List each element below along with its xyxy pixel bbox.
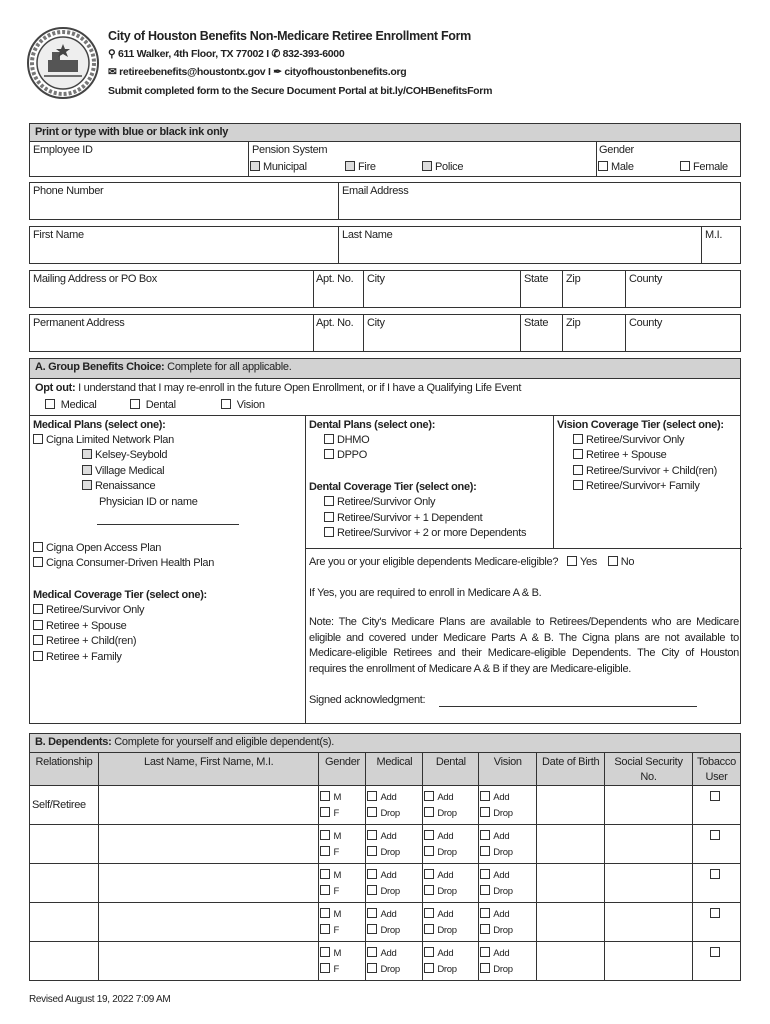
checkbox-label: Drop <box>380 925 400 936</box>
section-a-title: A. Group Benefits Choice: <box>35 361 165 373</box>
dependents-table <box>29 752 741 981</box>
medical-cell <box>366 825 423 864</box>
dental-a-checkbox[interactable] <box>424 829 478 845</box>
vision-cell <box>479 864 537 903</box>
checkbox-label: M <box>333 948 342 959</box>
dental-a-checkbox[interactable] <box>424 790 478 806</box>
checkbox-label: Add <box>380 792 397 803</box>
physician-id-label: Physician ID or name <box>99 496 198 508</box>
vision-cell <box>479 786 537 825</box>
medical-tier-heading: Medical Coverage Tier (select one): <box>33 589 207 601</box>
medical-b-checkbox[interactable] <box>367 845 422 861</box>
vision-tier-checkbox[interactable]: Retiree + Spouse <box>573 449 667 461</box>
checkbox-label: F <box>333 808 339 819</box>
vision-tier-checkbox[interactable]: Retiree/Survivor Only <box>573 434 684 446</box>
relationship-cell[interactable] <box>30 825 99 864</box>
phone-text: 832-393-6000 <box>282 48 345 60</box>
row-name <box>29 226 741 264</box>
checkbox-label: M <box>333 831 342 842</box>
section-a-header <box>29 358 741 379</box>
gender-cell <box>319 903 366 942</box>
tobacco-cell <box>692 864 740 903</box>
section-b-subtitle: Complete for yourself and eligible dependent(s). <box>114 736 335 748</box>
dental-cell <box>423 825 479 864</box>
column-header: Tobacco User <box>692 753 740 786</box>
vision-b-checkbox[interactable] <box>480 962 536 978</box>
dependent-row <box>30 864 741 903</box>
link-icon: ✒ <box>273 66 282 78</box>
medical-cell <box>366 864 423 903</box>
column-header: Last Name, First Name, M.I. <box>98 753 319 786</box>
vision-b-checkbox[interactable] <box>480 806 536 822</box>
medical-a-checkbox[interactable] <box>367 907 422 923</box>
tobacco-checkbox[interactable] <box>710 869 720 879</box>
vision-a-checkbox[interactable] <box>480 790 536 806</box>
mailing-state-field[interactable]: State <box>524 273 549 285</box>
tobacco-checkbox[interactable] <box>710 908 720 918</box>
dental-tier-checkbox[interactable]: Retiree/Survivor + 1 Dependent <box>324 512 482 524</box>
opt-out-row <box>29 378 741 416</box>
checkbox-label: Add <box>437 792 454 803</box>
medical-tier-checkbox[interactable]: Retiree + Spouse <box>33 620 127 632</box>
gender-a-checkbox[interactable] <box>320 829 365 845</box>
gender-b-checkbox[interactable] <box>320 962 365 978</box>
column-header: Social Security No. <box>605 753 693 786</box>
checkbox-label: Drop <box>380 964 400 975</box>
ssn-cell[interactable] <box>605 942 693 981</box>
gender-b-checkbox[interactable] <box>320 845 365 861</box>
gender-cell <box>319 825 366 864</box>
medical-cell <box>366 786 423 825</box>
checkbox-label: M <box>333 909 342 920</box>
medical-a-checkbox[interactable] <box>367 946 422 962</box>
gender-cell <box>319 942 366 981</box>
dental-b-checkbox[interactable] <box>424 923 478 939</box>
checkbox-label: F <box>333 886 339 897</box>
dental-b-checkbox[interactable] <box>424 845 478 861</box>
ssn-cell[interactable] <box>605 825 693 864</box>
medicare-note: Note: The City's Medicare Plans are available to Retirees/Dependents who are Medicare eligible and covered under Medicare Parts A & B. The Cigna plans are not available to Medicare-eligible Retirees and their Medicare-eligible Dependents. The City of Houston requires the enrollment of Medicare A & B if they are Medicare-eligible. <box>309 616 739 675</box>
dependent-row <box>30 942 741 981</box>
checkbox-label: Add <box>380 870 397 881</box>
revised-date: Revised August 19, 2022 7:09 AM <box>29 994 171 1005</box>
medical-tier-checkbox[interactable]: Retiree + Child(ren) <box>33 635 136 647</box>
email-address-field[interactable]: Email Address <box>342 185 409 197</box>
separator: I <box>267 66 271 78</box>
gender-b-checkbox[interactable] <box>320 923 365 939</box>
vision-cell <box>479 903 537 942</box>
dependent-row <box>30 825 741 864</box>
name-cell[interactable] <box>98 903 319 942</box>
last-name-field[interactable]: Last Name <box>342 229 393 241</box>
dental-a-checkbox[interactable] <box>424 868 478 884</box>
mailing-county-field[interactable]: County <box>629 273 663 285</box>
vision-a-checkbox[interactable] <box>480 868 536 884</box>
permanent-state-field[interactable]: State <box>524 317 549 329</box>
row-mailing-address <box>29 270 741 308</box>
dob-cell[interactable] <box>537 942 605 981</box>
vision-a-checkbox[interactable] <box>480 946 536 962</box>
plans-area <box>29 415 741 724</box>
cigna-limited-network-checkbox[interactable]: Cigna Limited Network Plan <box>33 434 174 446</box>
dob-cell[interactable] <box>537 864 605 903</box>
checkbox-label: Drop <box>380 847 400 858</box>
pension-system-label: Pension System <box>252 144 328 156</box>
relationship-cell[interactable] <box>30 903 99 942</box>
pension-police-checkbox[interactable]: Police <box>422 161 463 173</box>
medical-a-checkbox[interactable] <box>367 868 422 884</box>
dependent-row <box>30 903 741 942</box>
dental-cell <box>423 786 479 825</box>
row-id-pension-gender <box>29 141 741 177</box>
checkbox-label: Drop <box>380 808 400 819</box>
checkbox-label: Drop <box>437 964 457 975</box>
contact-line-2 <box>108 66 406 78</box>
pension-fire-checkbox[interactable]: Fire <box>345 161 376 173</box>
dental-tier-checkbox[interactable]: Retiree/Survivor + 2 or more Dependents <box>324 527 526 539</box>
vision-tier-checkbox[interactable]: Retiree/Survivor + Child(ren) <box>573 465 717 477</box>
location-pin-icon: ⚲ <box>108 48 116 60</box>
dental-cell <box>423 942 479 981</box>
kelsey-seybold-checkbox[interactable]: Kelsey-Seybold <box>82 449 167 461</box>
signed-acknowledgment-label: Signed acknowledgment: <box>309 694 426 706</box>
relationship-cell[interactable] <box>30 864 99 903</box>
mailing-address-field[interactable]: Mailing Address or PO Box <box>33 273 157 285</box>
name-cell[interactable] <box>98 942 319 981</box>
vision-b-checkbox[interactable] <box>480 923 536 939</box>
email-link[interactable]: retireebenefits@houstontx.gov <box>119 66 266 78</box>
checkbox-label: Drop <box>493 964 513 975</box>
vision-a-checkbox[interactable] <box>480 907 536 923</box>
column-header: Date of Birth <box>537 753 605 786</box>
dependent-row <box>30 786 741 825</box>
signature-input[interactable] <box>439 706 697 707</box>
checkbox-label: Add <box>380 831 397 842</box>
column-header: Gender <box>319 753 366 786</box>
renaissance-checkbox[interactable]: Renaissance <box>82 480 155 492</box>
mail-icon: ✉ <box>108 66 117 78</box>
dhmo-checkbox[interactable]: DHMO <box>324 434 369 446</box>
checkbox-label: Drop <box>493 925 513 936</box>
medical-b-checkbox[interactable] <box>367 884 422 900</box>
checkbox-label: Add <box>437 909 454 920</box>
tobacco-cell <box>692 825 740 864</box>
checkbox-label: Add <box>437 870 454 881</box>
dental-b-checkbox[interactable] <box>424 806 478 822</box>
address-text: 611 Walker, 4th Floor, TX 77002 <box>118 48 264 60</box>
tobacco-checkbox[interactable] <box>710 830 720 840</box>
vision-cell <box>479 825 537 864</box>
village-medical-checkbox[interactable]: Village Medical <box>82 465 164 477</box>
dob-cell[interactable] <box>537 825 605 864</box>
permanent-address-field[interactable]: Permanent Address <box>33 317 125 329</box>
dob-cell[interactable] <box>537 903 605 942</box>
section-b-title: B. Dependents: <box>35 736 112 748</box>
medical-cell <box>366 903 423 942</box>
physician-id-input[interactable] <box>97 524 239 525</box>
dental-a-checkbox[interactable] <box>424 907 478 923</box>
column-header: Dental <box>423 753 479 786</box>
phone-icon: ✆ <box>271 48 280 60</box>
checkbox-label: F <box>333 964 339 975</box>
checkbox-label: Drop <box>437 886 457 897</box>
phone-number-field[interactable]: Phone Number <box>33 185 104 197</box>
cigna-open-access-checkbox[interactable]: Cigna Open Access Plan <box>33 542 161 554</box>
dental-tier-heading: Dental Coverage Tier (select one): <box>309 481 477 493</box>
medical-a-checkbox[interactable] <box>367 790 422 806</box>
medical-plans-heading: Medical Plans (select one): <box>33 419 166 431</box>
gender-cell <box>319 786 366 825</box>
checkbox-label: M <box>333 870 342 881</box>
medical-b-checkbox[interactable] <box>367 923 422 939</box>
gender-cell <box>319 864 366 903</box>
gender-b-checkbox[interactable] <box>320 884 365 900</box>
column-header: Vision <box>479 753 537 786</box>
checkbox-label: Add <box>493 870 510 881</box>
name-cell[interactable] <box>98 825 319 864</box>
section-b-header <box>29 733 741 753</box>
vision-b-checkbox[interactable] <box>480 884 536 900</box>
gender-a-checkbox[interactable] <box>320 868 365 884</box>
dental-tier-checkbox[interactable]: Retiree/Survivor Only <box>324 496 435 508</box>
medical-cell <box>366 942 423 981</box>
gender-b-checkbox[interactable] <box>320 806 365 822</box>
dental-plans-heading: Dental Plans (select one): <box>309 419 436 431</box>
gender-a-checkbox[interactable] <box>320 907 365 923</box>
checkbox-label: Add <box>380 948 397 959</box>
checkbox-label: M <box>333 792 342 803</box>
checkbox-label: Add <box>493 831 510 842</box>
dental-b-checkbox[interactable] <box>424 884 478 900</box>
permanent-county-field[interactable]: County <box>629 317 663 329</box>
dob-cell[interactable] <box>537 786 605 825</box>
cigna-consumer-driven-checkbox[interactable]: Cigna Consumer-Driven Health Plan <box>33 557 214 569</box>
row-permanent-address <box>29 314 741 352</box>
section-a-subtitle: Complete for all applicable. <box>167 361 292 373</box>
dental-cell <box>423 864 479 903</box>
medicare-yes-checkbox[interactable] <box>567 556 577 566</box>
opt-out-dental-checkbox[interactable]: Dental <box>130 399 176 411</box>
vision-tier-heading: Vision Coverage Tier (select one): <box>557 419 724 431</box>
opt-out-text: I understand that I may re-enroll in the future Open Enrollment, or if I have a Qualifying Life Event <box>78 382 522 394</box>
checkbox-label: Drop <box>437 925 457 936</box>
website-link[interactable]: cityofhoustonbenefits.org <box>284 66 407 78</box>
ssn-cell[interactable] <box>605 903 693 942</box>
checkbox-label: F <box>333 925 339 936</box>
tobacco-checkbox[interactable] <box>710 947 720 957</box>
dppo-checkbox[interactable]: DPPO <box>324 449 367 461</box>
row-phone-email <box>29 182 741 220</box>
checkbox-label: Drop <box>437 847 457 858</box>
checkbox-label: Add <box>437 948 454 959</box>
ssn-cell[interactable] <box>605 786 693 825</box>
contact-line-1 <box>108 48 344 60</box>
medical-b-checkbox[interactable] <box>367 806 422 822</box>
opt-out-label: Opt out: <box>35 382 76 394</box>
mailing-zip-field[interactable]: Zip <box>566 273 581 285</box>
checkbox-label: F <box>333 847 339 858</box>
checkbox-label: Add <box>493 948 510 959</box>
pension-municipal-checkbox[interactable]: Municipal <box>250 161 307 173</box>
tobacco-cell <box>692 903 740 942</box>
submit-note: Submit completed form to the Secure Document Portal at bit.ly/COHBenefitsForm <box>108 85 493 97</box>
checkbox-label: Drop <box>493 886 513 897</box>
checkbox-label: Drop <box>493 847 513 858</box>
medicare-required-text: If Yes, you are required to enroll in Medicare A & B. <box>309 587 542 599</box>
employee-id-field[interactable]: Employee ID <box>33 144 93 156</box>
opt-out-medical-checkbox[interactable]: Medical <box>45 399 97 411</box>
vision-b-checkbox[interactable] <box>480 845 536 861</box>
dental-a-checkbox[interactable] <box>424 946 478 962</box>
name-cell[interactable] <box>98 786 319 825</box>
gender-male-checkbox[interactable]: Male <box>598 161 634 173</box>
ssn-cell[interactable] <box>605 864 693 903</box>
medicare-no-checkbox[interactable] <box>608 556 618 566</box>
checkbox-label: Drop <box>493 808 513 819</box>
vision-tier-checkbox[interactable]: Retiree/Survivor+ Family <box>573 480 700 492</box>
checkbox-label: Add <box>493 909 510 920</box>
checkbox-label: Add <box>380 909 397 920</box>
gender-a-checkbox[interactable] <box>320 946 365 962</box>
permanent-apt-field[interactable]: Apt. No. <box>316 317 354 329</box>
checkbox-label: Drop <box>380 886 400 897</box>
vision-cell <box>479 942 537 981</box>
gender-female-checkbox[interactable]: Female <box>680 161 728 173</box>
first-name-field[interactable]: First Name <box>33 229 84 241</box>
gender-a-checkbox[interactable] <box>320 790 365 806</box>
medical-a-checkbox[interactable] <box>367 829 422 845</box>
checkbox-label: Add <box>437 831 454 842</box>
column-header: Medical <box>366 753 423 786</box>
dental-cell <box>423 903 479 942</box>
vision-a-checkbox[interactable] <box>480 829 536 845</box>
relationship-cell[interactable]: Self/Retiree <box>30 786 99 825</box>
name-cell[interactable] <box>98 864 319 903</box>
form-title: City of Houston Benefits Non-Medicare Retiree Enrollment Form <box>108 29 471 43</box>
mailing-city-field[interactable]: City <box>367 273 385 285</box>
dental-b-checkbox[interactable] <box>424 962 478 978</box>
medicare-question: Are you or your eligible dependents Medicare-eligible? Yes No <box>309 556 635 568</box>
checkbox-label: Drop <box>437 808 457 819</box>
tobacco-checkbox[interactable] <box>710 791 720 801</box>
checkbox-label: Add <box>493 792 510 803</box>
medical-b-checkbox[interactable] <box>367 962 422 978</box>
mi-field[interactable]: M.I. <box>705 229 723 241</box>
ink-instruction: Print or type with blue or black ink only <box>29 123 741 142</box>
medical-tier-checkbox[interactable]: Retiree + Family <box>33 651 122 663</box>
mailing-apt-field[interactable]: Apt. No. <box>316 273 354 285</box>
permanent-city-field[interactable]: City <box>367 317 385 329</box>
relationship-cell[interactable] <box>30 942 99 981</box>
tobacco-cell <box>692 942 740 981</box>
column-header: Relationship <box>30 753 99 786</box>
permanent-zip-field[interactable]: Zip <box>566 317 581 329</box>
city-seal-logo <box>26 26 100 100</box>
opt-out-vision-checkbox[interactable]: Vision <box>221 399 265 411</box>
medical-tier-checkbox[interactable]: Retiree/Survivor Only <box>33 604 144 616</box>
gender-label: Gender <box>599 144 634 156</box>
tobacco-cell <box>692 786 740 825</box>
separator: I <box>266 48 269 60</box>
